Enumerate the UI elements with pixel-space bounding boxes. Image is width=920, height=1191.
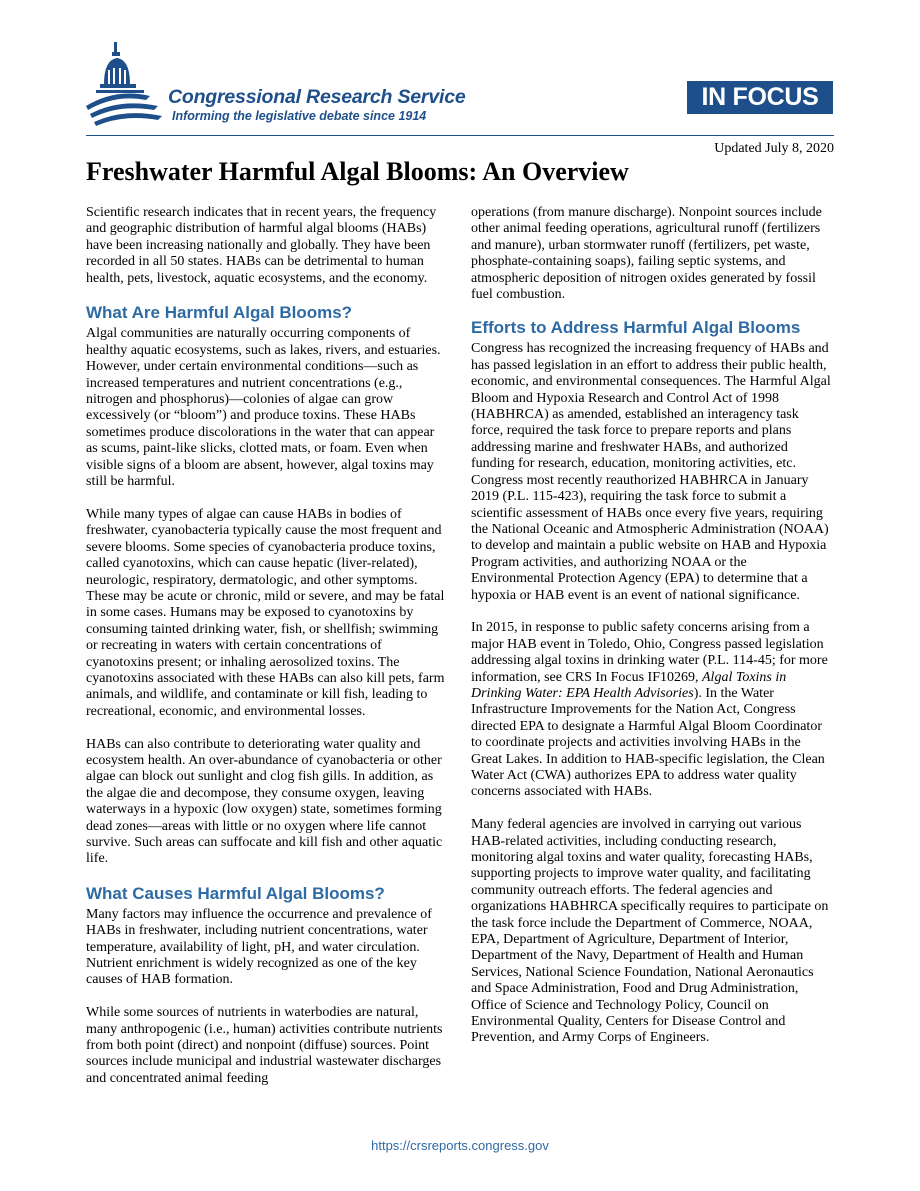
paragraph-causes-2: While some sources of nutrients in waterbodies are natural, many anthropogenic (i.e., human) activities contribute nutrients from both point (direct) and nonpoint (diffuse) sources. Point sources include municipal and industrial wastewater discharges and concentrated animal feeding [86, 1005, 443, 1086]
paragraph-causes-1: Many factors may influence the occurrence and prevalence of HABs in freshwater, including nutrient concentrations, water temperature, availability of light, pH, and water circulation. Nutrient enrichment is widely recognized as one of the key causes of HAB formation. [86, 906, 432, 988]
heading-efforts: Efforts to Address Harmful Algal Blooms [471, 318, 801, 338]
paragraph-what-are-2: While many types of algae can cause HABs in bodies of freshwater, cyanobacteria typically cause the most frequent and severe blooms. Some species of cyanobacteria produce toxins, called cyanotoxins, which can cause hepatic (liver-related), neurologic, respiratory, dermatologic, and other symptoms. These may be acute or chronic, mild or severe, and may be fatal in some cases. Humans may be exposed to cyanotoxins by consuming tainted drinking water, fish, or shellfish; swimming or recreating in waters with certain concentrations of cyanotoxins present; or inhaling aerosolized toxins. The cyanotoxins associated with these HABs can also kill pets, farm animals, and wildlife, and contaminate or kill fish, leading to recreational, economic, and environmental losses. [86, 506, 445, 719]
heading-what-are-habs: What Are Harmful Algal Blooms? [86, 303, 353, 323]
paragraph-efforts-1: Congress has recognized the increasing frequency of HABs and has passed legislation in an effort to address their public health, economic, and environmental consequences. The Harmful Algal Bloom and Hypoxia Research and Control Act of 1998 (HABHRCA) as amended, established an interagency task force, required the task force to prepare reports and plans addressing marine and freshwater HABs, and authorized funding for research, education, monitoring activities, etc. Congress most recently reauthorized HABHRCA in January 2019 (P.L. 115-423), requiring the task force to submit a scientific assessment of HABs once every five years, requiring the National Oceanic and Atmospheric Administration (NOAA) to develop and maintain a public website on HAB and Hypoxia Program activities, and authorizing NOAA or the Environmental Protection Agency (EPA) to determine that a hypoxia or HAB event is an event of national significance. [471, 341, 831, 603]
intro-paragraph: Scientific research indicates that in recent years, the frequency and geographic distribution of harmful algal blooms (HABs) have been increasing nationally and globally. They have been recorded in all 50 states. HABs can be detrimental to human health, pets, livestock, aquatic ecosystems, and the economy. [86, 205, 437, 286]
paragraph-efforts-2-part-a: In 2015, in response to public safety concerns arising from a major HAB event in Toledo, Ohio, Congress passed legislation addressing algal toxins in drinking water (P.L. 114-45; for more information, see CRS In Focus IF10269, [471, 620, 828, 685]
paragraph-efforts-2-part-b: ). In the Water Infrastructure Improvements for the Nation Act, Congress directed EPA to designate a Harmful Algal Bloom Coordinator to coordinate projects and activities involving HABs in the Great Lakes. In addition to HAB-specific legislation, the Clean Water Act (CWA) authorizes EPA to address water quality concerns associated with HABs. [471, 685, 825, 800]
org-tagline: Informing the legislative debate since 1914 [172, 109, 427, 123]
paragraph-what-are-3: HABs can also contribute to deteriorating water quality and ecosystem health. An over-abundance of cyanobacteria or other algae can block out sunlight and clog fish gills. In addition, as the algae die and decompose, they consume oxygen, leaving waterways in a hypoxic (low oxygen) state, sometimes forming dead zones—areas with little or no oxygen where life cannot survive. Such areas can suffocate and kill fish and other aquatic life. [86, 736, 443, 867]
footer-url[interactable]: https://crsreports.congress.gov [371, 1138, 549, 1153]
header-divider [86, 135, 834, 136]
paragraph-what-are-1: Algal communities are naturally occurring components of healthy aquatic ecosystems, such as lakes, rivers, and estuaries. However, under certain environmental conditions—such as increased temperatures and nutrient concentrations (e.g., nitrogen and phosphorus)—colonies of algae can grow excessively (or “bloom”) and produce toxins. These HABs sometimes produce discolorations in the water that can appear as scums, paint-like slicks, clotted mats, or foam. Even when visible signs of a bloom are absent, however, algal toxins may still be harmful. [86, 326, 441, 490]
page-title: Freshwater Harmful Algal Blooms: An Overview [86, 157, 629, 186]
capitol-dome-icon [86, 40, 166, 130]
paragraph-efforts-2 [471, 620, 833, 800]
paragraph-efforts-3: Many federal agencies are involved in carrying out various HAB-related activities, including conducting research, monitoring algal toxins and water quality, forecasting HABs, supporting projects to improve water quality, and facilitating community outreach efforts. The federal agencies and organizations HABHRCA specifically requires to participate on the task force include the Department of Commerce, NOAA, EPA, Department of Agriculture, Department of Interior, Department of the Navy, Department of Health and Human Services, National Science Foundation, National Aeronautics and Space Administration, Food and Drug Administration, Office of Science and Technology Policy, Council on Environmental Quality, Centers for Disease Control and Prevention, and Army Corps of Engineers. [471, 817, 829, 1046]
crs-logo[interactable] [86, 40, 486, 130]
updated-date: Updated July 8, 2020 [714, 141, 834, 156]
left-column [86, 205, 448, 1087]
org-name: Congressional Research Service [168, 86, 466, 108]
heading-what-causes-habs: What Causes Harmful Algal Blooms? [86, 883, 385, 903]
crs-report-link[interactable]: Algal Toxins in Drinking Water: EPA Health Advisories [471, 669, 787, 701]
paragraph-sources-continued: operations (from manure discharge). Nonpoint sources include other animal feeding operations, agricultural runoff (fertilizers and manure), urban stormwater runoff (fertilizers, pet waste, phosphate-containing soaps), failing septic systems, and atmospheric deposition of nitrogen oxides generated by fossil fuel combustion. [471, 205, 822, 303]
in-focus-badge: IN FOCUS [687, 81, 833, 114]
right-column [471, 205, 833, 1047]
